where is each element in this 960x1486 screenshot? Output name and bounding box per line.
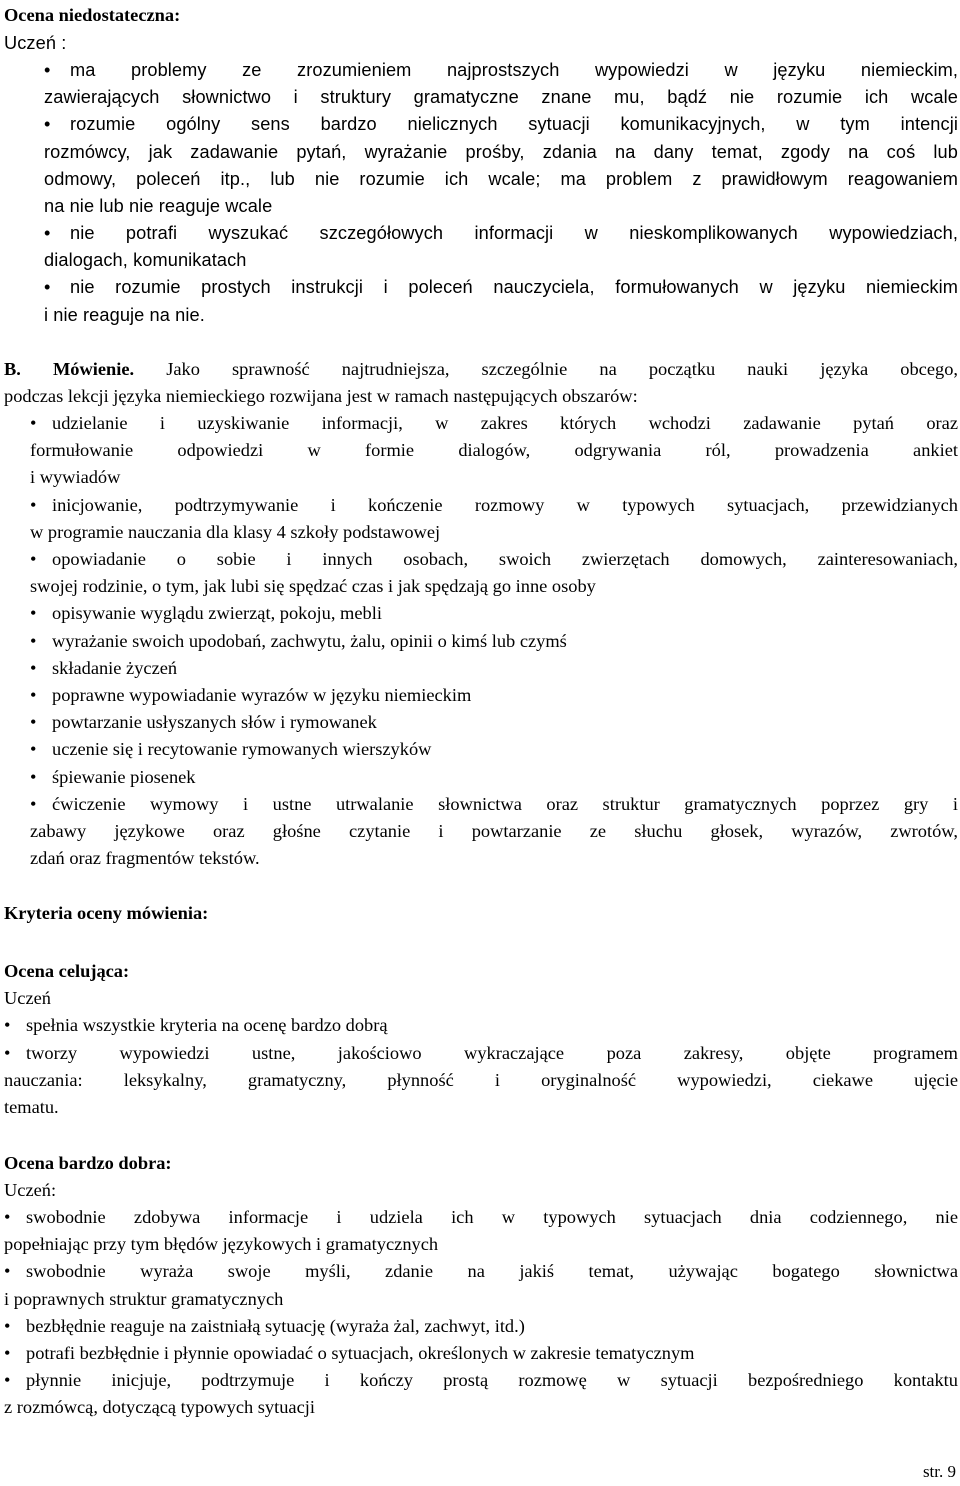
list-item: • opisywanie wyglądu zwierząt, pokoju, mebli: [30, 603, 382, 623]
list-item: • składanie życzeń: [30, 658, 178, 678]
list-item-continued: zabawy językowe oraz głośne czytanie i powtarzanie ze słuchu głosek, wyrazów, zwrotów,: [30, 821, 958, 841]
list-item: • wyrażanie swoich upodobań, zachwytu, żalu, opinii o kimś lub czymś: [30, 631, 567, 651]
list-item-continued: nauczania: leksykalny, gramatyczny, płynność i oryginalność wypowiedzi, ciekawe ujęcie: [4, 1070, 958, 1090]
heading-kryteria-oceny-mowienia: Kryteria oceny mówienia:: [4, 903, 209, 923]
list-item-continued: odmowy, poleceń itp., lub nie rozumie ich wcale; ma problem z prawidłowym reagowaniem: [44, 169, 958, 189]
list-item: • powtarzanie usłyszanych słów i rymowanek: [30, 712, 377, 732]
intro-uczen: Uczeń: [4, 988, 51, 1008]
list-item-continued: formułowanie odpowiedzi w formie dialogów, odgrywania ról, prowadzenia ankiet: [30, 440, 958, 460]
intro-uczen: Uczeń:: [4, 1180, 57, 1200]
list-item: • poprawne wypowiadanie wyrazów w języku niemieckim: [30, 685, 472, 705]
list-item: • uczenie się i recytowanie rymowanych wierszyków: [30, 739, 432, 759]
section-mowienie-intro: B. Mówienie. Jako sprawność najtrudniejsza, szczególnie na początku nauki języka obcego,: [4, 359, 958, 379]
list-item-continued: tematu.: [4, 1097, 59, 1117]
list-item-continued: zawierających słownictwo i struktury gramatyczne znane mu, bądź nie rozumie ich wcale: [44, 87, 958, 107]
list-item: • płynnie inicjuje, podtrzymuje i kończy prostą rozmowę w sytuacji bezpośredniego kontaktu: [4, 1370, 958, 1390]
list-item: • inicjowanie, podtrzymywanie i kończenie rozmowy w typowych sytuacjach, przewidzianych: [30, 495, 958, 515]
list-item: • rozumie ogólny sens bardzo nielicznych sytuacji komunikacyjnych, w tym intencji: [44, 114, 958, 134]
heading-ocena-niedostateczna: Ocena niedostateczna:: [4, 5, 181, 25]
list-item-continued: na nie lub nie reaguje wcale: [44, 196, 273, 216]
list-item: • opowiadanie o sobie i innych osobach, swoich zwierzętach domowych, zainteresowaniach,: [30, 549, 958, 569]
list-item: • tworzy wypowiedzi ustne, jakościowo wykraczające poza zakresy, objęte programem: [4, 1043, 958, 1063]
list-item: • ćwiczenie wymowy i ustne utrwalanie słownictwa oraz struktur gramatycznych poprzez gry i: [30, 794, 958, 814]
list-item: • swobodnie wyraża swoje myśli, zdanie na jakiś temat, używając bogatego słownictwa: [4, 1261, 958, 1281]
list-item-continued: z rozmówcą, dotyczącą typowych sytuacji: [4, 1397, 315, 1417]
list-item: • spełnia wszystkie kryteria na ocenę bardzo dobrą: [4, 1015, 388, 1035]
list-item-continued: rozmówcy, jak zadawanie pytań, wyrażanie prośby, zdania na dany temat, zgody na coś lub: [44, 142, 958, 162]
list-item: • śpiewanie piosenek: [30, 767, 196, 787]
heading-ocena-bardzo-dobra: Ocena bardzo dobra:: [4, 1153, 172, 1173]
list-item-continued: popełniając przy tym błędów językowych i gramatycznych: [4, 1234, 439, 1254]
list-item: • potrafi bezbłędnie i płynnie opowiadać o sytuacjach, określonych w zakresie tematycznym: [4, 1343, 695, 1363]
list-item-continued: zdań oraz fragmentów tekstów.: [30, 848, 260, 868]
section-label: B. Mówienie.: [4, 359, 135, 379]
list-item-continued: dialogach, komunikatach: [44, 250, 247, 270]
list-item-continued: i poprawnych struktur gramatycznych: [4, 1289, 284, 1309]
list-item: • nie potrafi wyszukać szczegółowych informacji w nieskomplikowanych wypowiedziach,: [44, 223, 958, 243]
list-item-continued: w programie nauczania dla klasy 4 szkoły podstawowej: [30, 522, 441, 542]
list-item-continued: i nie reaguje na nie.: [44, 305, 205, 325]
heading-ocena-celujaca: Ocena celująca:: [4, 961, 130, 981]
list-item: • swobodnie zdobywa informacje i udziela ich w typowych sytuacjach dnia codziennego, nie: [4, 1207, 958, 1227]
page-number: str. 9: [922, 1462, 956, 1481]
section-mowienie-intro-continued: podczas lekcji języka niemieckiego rozwijana jest w ramach następujących obszarów:: [4, 386, 638, 406]
intro-uczen: Uczeń :: [4, 33, 67, 53]
list-item-continued: swojej rodzinie, o tym, jak lubi się spędzać czas i jak spędzają go inne osoby: [30, 576, 596, 596]
list-item: • udzielanie i uzyskiwanie informacji, w zakres których wchodzi zadawanie pytań oraz: [30, 413, 958, 433]
list-item: • ma problemy ze zrozumieniem najprostszych wypowiedzi w języku niemieckim,: [44, 60, 958, 80]
list-item: • bezbłędnie reaguje na zaistniałą sytuację (wyraża żal, zachwyt, itd.): [4, 1316, 525, 1336]
list-item-continued: i wywiadów: [30, 467, 121, 487]
list-item: • nie rozumie prostych instrukcji i poleceń nauczyciela, formułowanych w języku niemieckim: [44, 277, 958, 297]
